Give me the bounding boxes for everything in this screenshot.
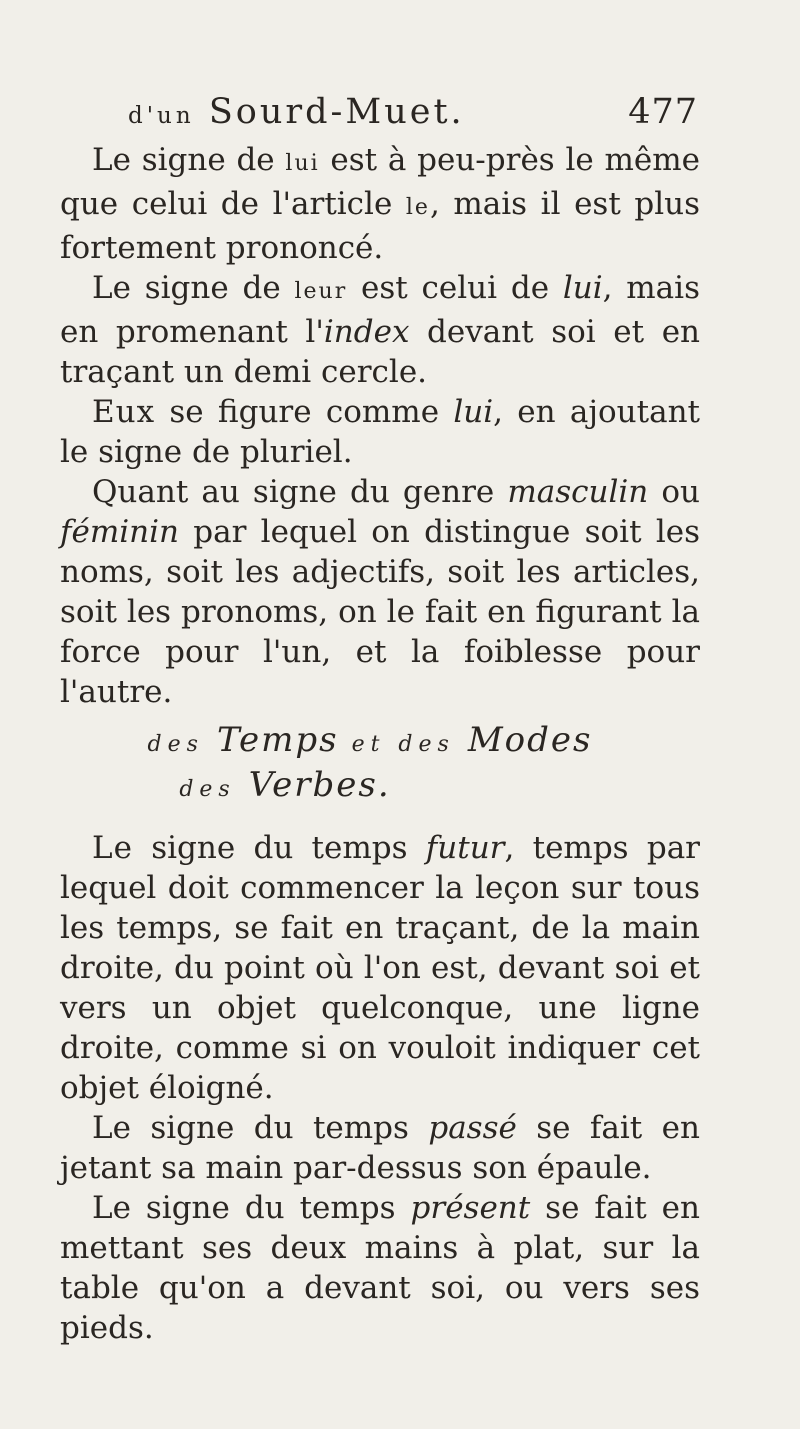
heading-word: des [179,777,236,802]
italic-word: passé [428,1110,517,1146]
text-run: , en ajoutant le signe de pluriel. [60,394,700,470]
paragraph-eux [60,392,700,472]
text-run: , mais en promenant l' [60,270,700,350]
text-run: signe du temps [132,830,426,866]
italic-word: féminin [60,514,179,550]
section-heading-line-2 [60,765,700,810]
text-run: Le signe de [92,270,295,306]
italic-word: futur [425,830,505,866]
text-run: Le signe du temps [92,1110,429,1146]
text-run: est à peu-près le même que celui de l'article [60,142,700,222]
heading-word: Temps [216,720,339,760]
italic-word: présent [410,1190,531,1226]
italic-word: lui [562,270,603,306]
text-run: se fait en mettant ses deux mains à plat, sur la table qu'on a devant soi, ou vers ses pieds. [60,1190,700,1346]
italic-word: masculin [507,474,649,510]
heading-word: Modes [467,720,593,760]
text-run: se figure comme [155,394,454,430]
section-heading-line-1 [60,720,700,765]
body-text [60,140,700,1348]
small-caps-word: Le [92,830,133,866]
heading-word: et des [351,732,455,757]
text-run: Le signe de [92,142,286,178]
text-run: par lequel on distingue soit les noms, soit les adjectifs, soit les articles, soit les pronoms, on le fait en figurant la force pour l'un, et la foiblesse pour l'autre. [60,514,700,710]
text-run: Le signe du temps [92,1190,411,1226]
running-title [128,92,465,132]
paragraph-present [60,1188,700,1348]
text-run: ou [648,474,700,510]
heading-word: des [147,732,204,757]
paragraph-lui [60,140,700,268]
small-caps-word: Eux [92,394,156,430]
running-title-prefix: d'un [128,103,195,129]
spacer [60,810,700,828]
paragraph-futur [60,828,700,1108]
small-caps-word: leur [294,279,348,304]
small-caps-word: le [405,195,430,220]
text-run: devant soi et en traçant un demi cercle. [60,314,700,390]
page-number: 477 [628,92,698,132]
text-run: se fait en jetant sa main par-dessus son épaule. [60,1110,700,1186]
small-caps-word: lui [285,151,320,176]
italic-word: index [323,314,410,350]
paragraph-leur [60,268,700,392]
italic-word: lui [453,394,494,430]
text-run: , mais il est plus fortement prononcé. [60,186,700,266]
text-run: est celui de [347,270,563,306]
paragraph-genre [60,472,700,712]
text-run: Quant au signe du genre [92,474,508,510]
text-run: , temps par lequel doit commencer la leçon sur tous les temps, se fait en traçant, de la main droite, du point où l'on est, devant soi et vers un objet quelconque, une ligne droite, comme si on vouloit indiquer cet objet éloigné. [60,830,700,1106]
running-title-main: Sourd-Muet. [208,92,465,132]
heading-word: Verbes. [248,765,391,805]
paragraph-passe [60,1108,700,1188]
